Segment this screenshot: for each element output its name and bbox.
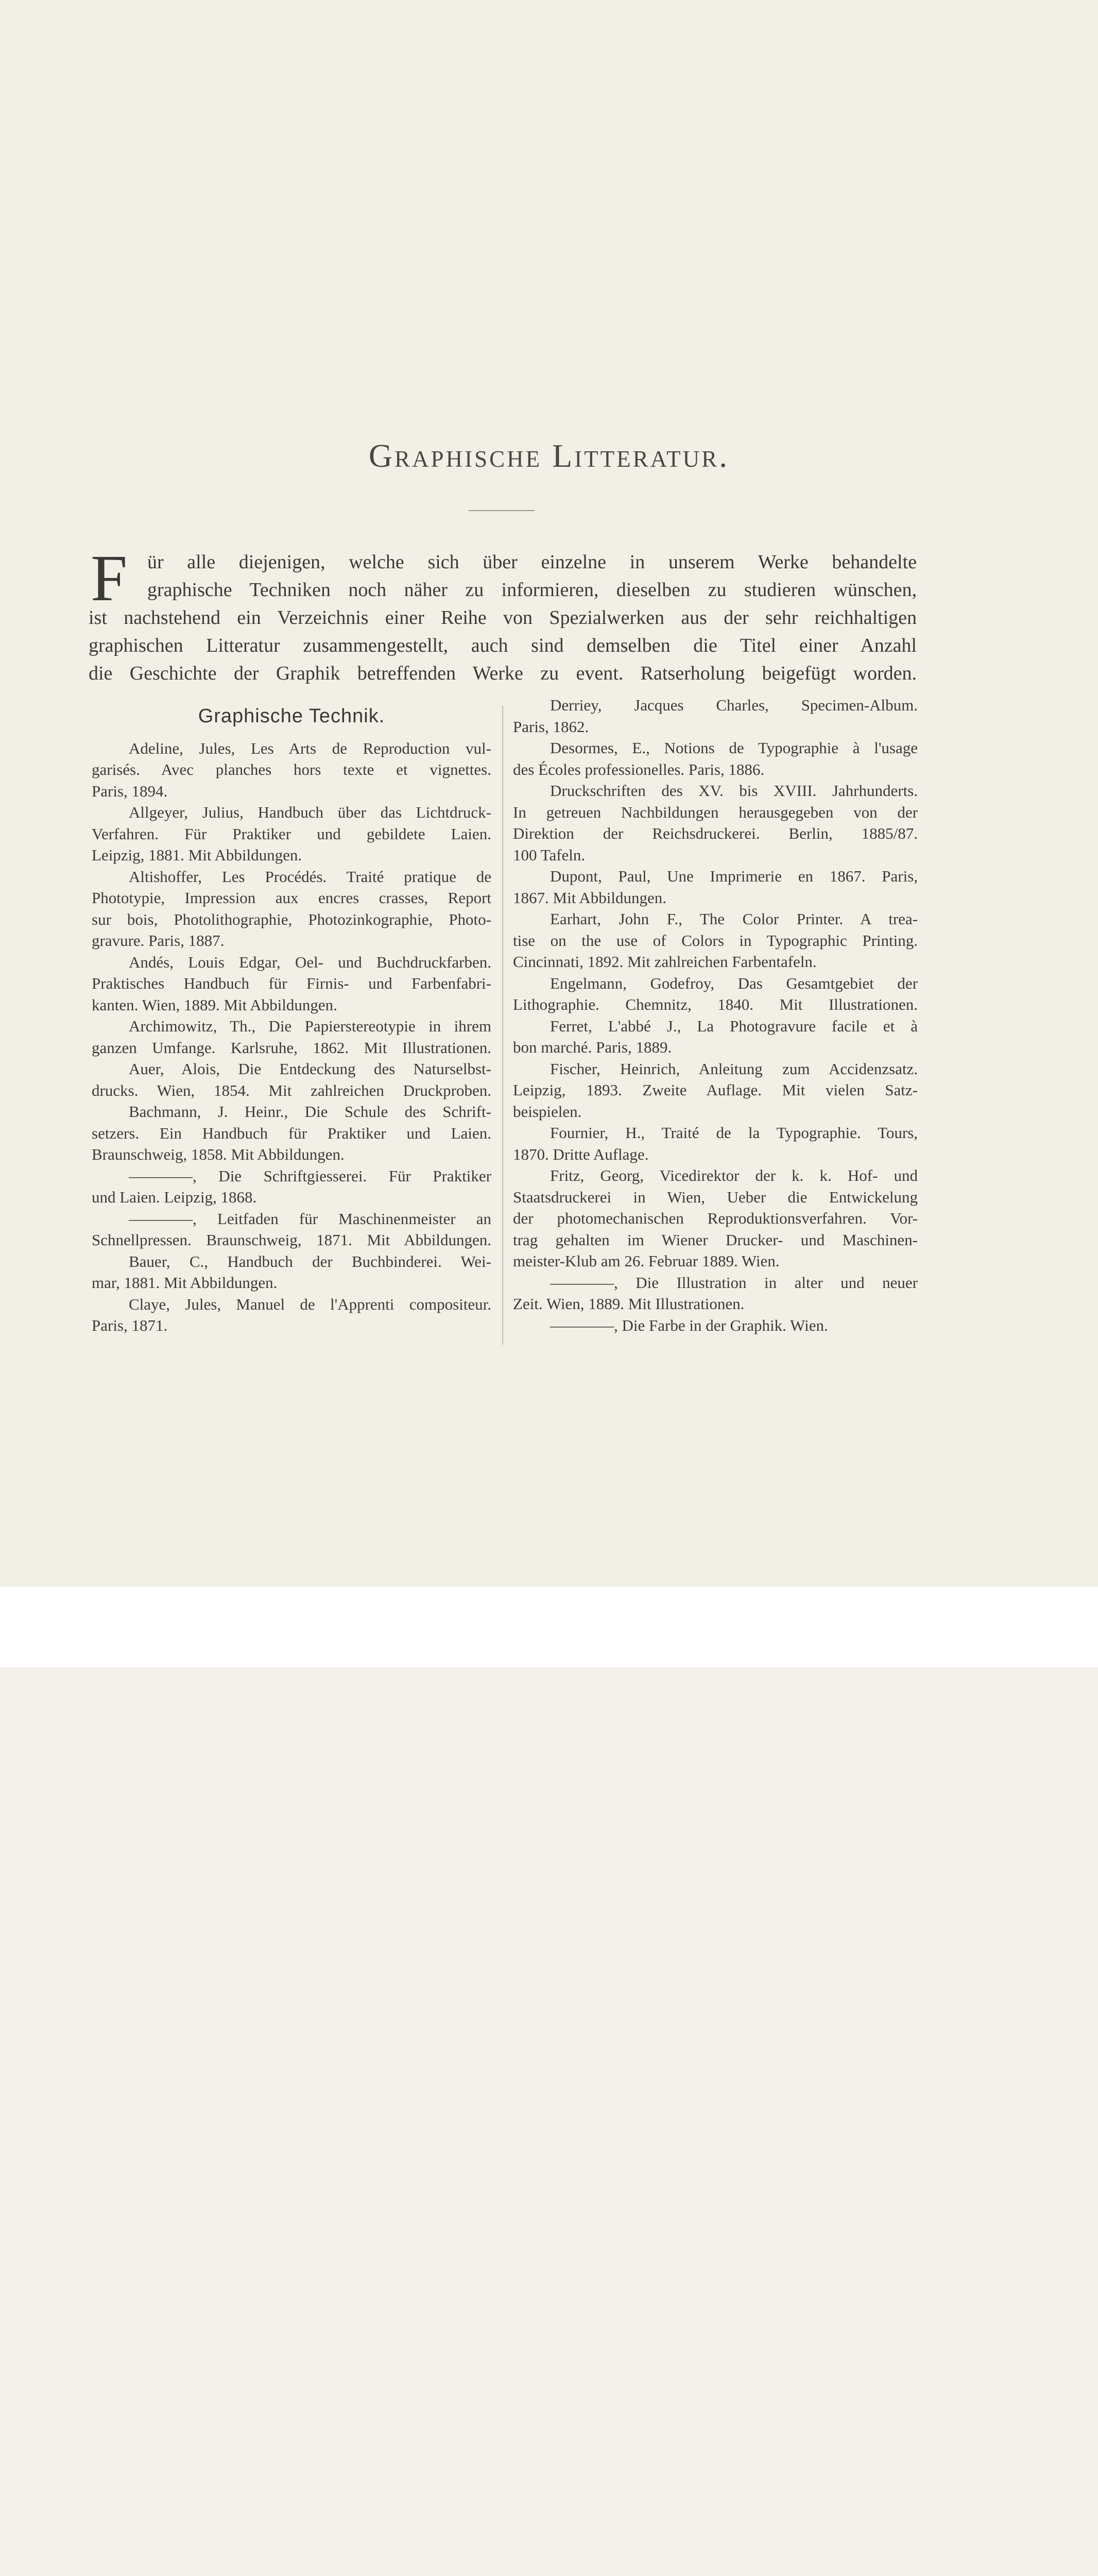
bibliography-line: gravure. Paris, 1887. (92, 931, 225, 950)
title-divider (469, 510, 535, 511)
bibliography-line: Desormes, E., Notions de Typographie à l'usage (550, 739, 918, 757)
bibliography-line: Bauer, C., Handbuch der Buchbinderei. Wei- (129, 1252, 491, 1270)
bibliography-line: ————, Die Illustration in alter und neuer (550, 1273, 918, 1292)
bibliography-line: 1867. Mit Abbildungen. (513, 888, 666, 907)
bibliography-line: Paris, 1871. (92, 1316, 168, 1334)
column-divider (502, 706, 503, 1345)
intro-line: ür alle diejenigen, welche sich über einzelne in unserem Werke behandelte (147, 551, 917, 573)
section-heading: Graphische Technik. (198, 705, 385, 727)
bibliography-line: beispielen. (513, 1102, 582, 1121)
bibliography-line: Braunschweig, 1858. Mit Abbildungen. (92, 1145, 345, 1163)
bibliography-line: ————, Die Farbe in der Graphik. Wien. (550, 1316, 828, 1334)
intro-paragraph (89, 541, 917, 687)
bibliography-line: mar, 1881. Mit Abbildungen. (92, 1274, 278, 1292)
bibliography-line: Fournier, H., Traité de la Typographie. Tours, (550, 1124, 918, 1142)
bibliography-line: Schnellpressen. Braunschweig, 1871. Mit Abbildungen. (92, 1231, 491, 1249)
bibliography-line: trag gehalten im Wiener Drucker- und Maschinen- (513, 1230, 918, 1249)
bibliography-line: Praktisches Handbuch für Firnis- und Farbenfabri- (92, 974, 491, 992)
intro-line: graphische Techniken noch näher zu informieren, dieselben zu studieren wünschen, (147, 579, 917, 601)
bibliography-line: 100 Tafeln. (513, 845, 586, 864)
bibliography-line: kanten. Wien, 1889. Mit Abbildungen. (92, 995, 337, 1014)
intro-line: ist nachstehend ein Verzeichnis einer Reihe von Spezialwerken aus der sehr reichhaltigen (89, 607, 917, 629)
bibliography-line: ————, Leitfaden für Maschinenmeister an (129, 1209, 491, 1228)
bibliography-line: Andés, Louis Edgar, Oel- und Buchdruckfarben. (129, 953, 491, 971)
bibliography-line: Zeit. Wien, 1889. Mit Illustrationen. (513, 1295, 745, 1313)
bibliography-line: garisés. Avec planches hors texte et vignettes. (92, 760, 491, 778)
drop-cap: F (91, 541, 128, 615)
bibliography-line: Fischer, Heinrich, Anleitung zum Accidenzsatz. (550, 1059, 918, 1078)
bibliography-line: der photomechanischen Reproduktionsverfahren. Vor- (513, 1209, 918, 1227)
bibliography-line: ganzen Umfange. Karlsruhe, 1862. Mit Illustrationen. (92, 1038, 491, 1057)
bibliography-line: Druckschriften des XV. bis XVIII. Jahrhunderts. (550, 782, 918, 800)
bibliography-line: Leipzig, 1893. Zweite Auflage. Mit vielen Satz- (513, 1081, 918, 1099)
bibliography-line: Phototypie, Impression aux encres crasses, Report (92, 889, 491, 907)
bibliography-line: drucks. Wien, 1854. Mit zahlreichen Druckproben. (92, 1081, 491, 1099)
footer-bar (0, 1587, 1098, 1667)
bibliography-line: setzers. Ein Handbuch für Praktiker und Laien. (92, 1124, 491, 1142)
bibliography-line: Claye, Jules, Manuel de l'Apprenti compositeur. (129, 1295, 491, 1313)
bibliography-line: des Écoles professionelles. Paris, 1886. (513, 760, 765, 778)
bibliography-line: Bachmann, J. Heinr., Die Schule des Schrift- (129, 1103, 491, 1121)
intro-line: die Geschichte der Graphik betreffenden Werke zu event. Ratserholung beigefügt worden. (89, 663, 917, 684)
page-title: Graphische Litteratur. (368, 437, 730, 474)
bibliography-line: Paris, 1894. (92, 782, 168, 800)
bibliography-line: Derriey, Jacques Charles, Specimen-Album. (550, 696, 918, 714)
bibliography-line: 1870. Dritte Auflage. (513, 1145, 649, 1163)
bibliography-line: bon marché. Paris, 1889. (513, 1038, 672, 1056)
right-column (513, 694, 918, 1336)
bibliography-line: Direktion der Reichsdruckerei. Berlin, 1885/87. (513, 824, 918, 842)
left-column (92, 696, 491, 1336)
bibliography-line: Leipzig, 1881. Mit Abbildungen. (92, 846, 302, 864)
bibliography-line: Staatsdruckerei in Wien, Ueber die Entwickelung (513, 1188, 918, 1206)
bibliography-line: Fritz, Georg, Vicedirektor der k. k. Hof- und (550, 1166, 918, 1184)
bibliography-line: ————, Die Schriftgiesserei. Für Praktiker (129, 1166, 491, 1185)
bibliography-line: Engelmann, Godefroy, Das Gesamtgebiet der (550, 974, 918, 992)
bibliography-line: In getreuen Nachbildungen herausgegeben von der (513, 803, 918, 821)
bibliography-line: meister-Klub am 26. Februar 1889. Wien. (513, 1252, 780, 1270)
bibliography-line: Altishoffer, Les Procédés. Traité pratique de (129, 867, 491, 886)
bibliography-list-left (92, 738, 491, 1336)
bibliography-line: und Laien. Leipzig, 1868. (92, 1188, 257, 1206)
bibliography-line: Adeline, Jules, Les Arts de Reproduction vul- (129, 739, 491, 757)
bibliography-line: Lithographie. Chemnitz, 1840. Mit Illustrationen. (513, 995, 918, 1013)
bibliography-line: Paris, 1862. (513, 717, 589, 736)
bibliography-line: Verfahren. Für Praktiker und gebildete Laien. (92, 824, 491, 843)
bibliography-line: Earhart, John F., The Color Printer. A trea- (550, 910, 918, 928)
bibliography-line: Archimowitz, Th., Die Papierstereotypie in ihrem (129, 1017, 491, 1035)
bibliography-line: Dupont, Paul, Une Imprimerie en 1867. Paris, (550, 867, 918, 885)
bibliography-line: Ferret, L'abbé J., La Photogravure facile et à (550, 1016, 918, 1035)
bibliography-list-right (513, 694, 918, 1336)
bibliography-line: Cincinnati, 1892. Mit zahlreichen Farbentafeln. (513, 953, 817, 971)
bibliography-line: Allgeyer, Julius, Handbuch über das Lichtdruck- (129, 803, 491, 821)
bibliography-line: Auer, Alois, Die Entdeckung des Naturselbst- (129, 1060, 491, 1078)
bibliography-line: sur bois, Photolithographie, Photozinkographie, Photo- (92, 910, 491, 928)
bibliography-line: tise on the use of Colors in Typographic Printing. (513, 931, 918, 950)
intro-line: graphischen Litteratur zusammengestellt, auch sind demselben die Titel einer Anzahl (89, 635, 917, 656)
